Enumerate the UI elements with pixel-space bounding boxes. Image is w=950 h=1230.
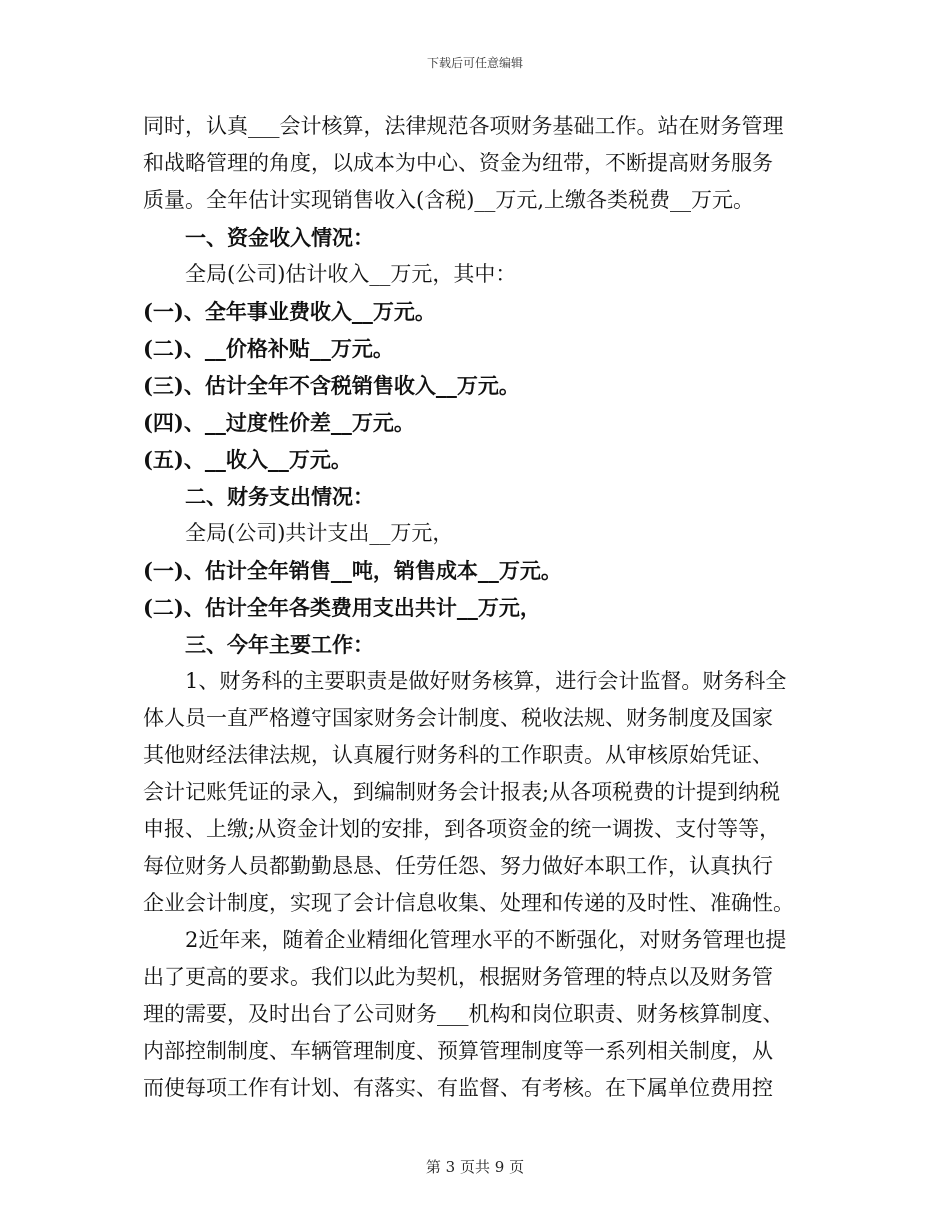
paragraph-line: 而使每项工作有计划、有落实、有监督、有考核。在下属单位费用控	[143, 1076, 773, 1100]
section-heading: 一、资金收入情况：	[185, 225, 374, 250]
list-item: (四)、__过度性价差__万元。	[143, 410, 415, 435]
paragraph-line: 全局(公司)共计支出__万元，	[185, 521, 454, 545]
paragraph-line: 会计记账凭证的录入，到编制财务会计报表;从各项税费的计提到纳税	[143, 780, 781, 804]
list-item: (二)、__价格补贴__万元。	[143, 336, 394, 361]
paragraph-line: 申报、上缴;从资金计划的安排，到各项资金的统一调拨、支付等等，	[143, 817, 781, 841]
paragraph-line: 企业会计制度，实现了会计信息收集、处理和传递的及时性、准确性。	[143, 891, 794, 915]
paragraph-line: 和战略管理的角度，以成本为中心、资金为纽带，不断提高财务服务	[143, 151, 773, 175]
paragraph-line: 其他财经法律法规，认真履行财务科的工作职责。从审核原始凭证、	[143, 743, 773, 767]
document-body	[143, 108, 813, 1107]
paragraph-line: 理的需要，及时出台了公司财务___机构和岗位职责、财务核算制度、	[143, 1002, 784, 1026]
list-item: (三)、估计全年不含税销售收入__万元。	[143, 373, 520, 398]
paragraph-line: 出了更高的要求。我们以此为契机，根据财务管理的特点以及财务管	[143, 965, 773, 989]
list-item: (五)、__收入__万元。	[143, 447, 352, 472]
list-item: (一)、全年事业费收入__万元。	[143, 299, 436, 324]
section-heading: 三、今年主要工作：	[185, 632, 374, 657]
page-number-footer: 第 3 页共 9 页	[425, 1158, 525, 1176]
paragraph-line: 2近年来，随着企业精细化管理水平的不断强化，对财务管理也提	[185, 928, 787, 952]
paragraph-line: 质量。全年估计实现销售收入(含税)__万元,上缴各类税费__万元。	[143, 188, 755, 212]
paragraph-line: 全局(公司)估计收入__万元，其中：	[185, 262, 517, 286]
list-item: (二)、估计全年各类费用支出共计__万元，	[143, 595, 541, 620]
section-heading: 二、财务支出情况：	[185, 484, 374, 509]
paragraph-line: 同时，认真___会计核算，法律规范各项财务基础工作。站在财务管理	[143, 114, 784, 138]
list-item: (一)、估计全年销售__吨，销售成本__万元。	[143, 558, 562, 583]
paragraph-line: 每位财务人员都勤勤恳恳、任劳任怨、努力做好本职工作，认真执行	[143, 854, 773, 878]
paragraph-line: 体人员一直严格遵守国家财务会计制度、税收法规、财务制度及国家	[143, 706, 773, 730]
paragraph-line: 内部控制制度、车辆管理制度、预算管理制度等一系列相关制度，从	[143, 1039, 773, 1063]
page-header: 下载后可任意编辑	[426, 56, 523, 70]
paragraph-line: 1、财务科的主要职责是做好财务核算，进行会计监督。财务科全	[185, 669, 787, 693]
